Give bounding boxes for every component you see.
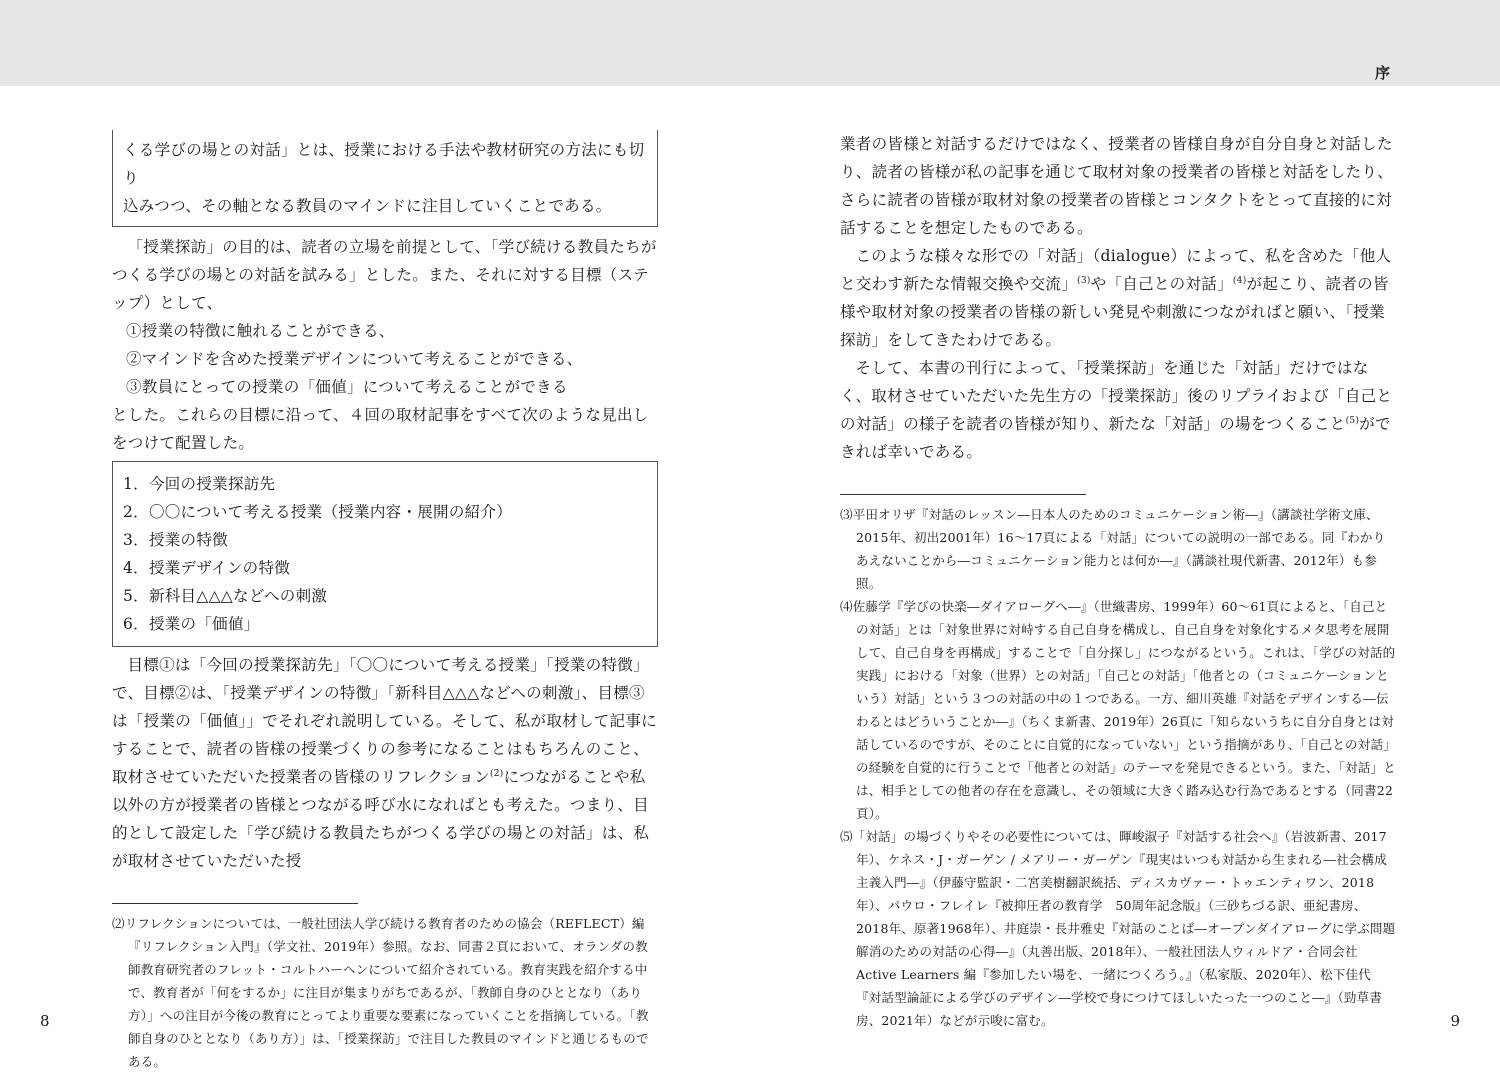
footnote-rule xyxy=(840,494,1086,495)
text-run: ができれば幸いである。 xyxy=(840,415,1391,461)
paragraph xyxy=(840,354,1396,466)
goal-item: ②マインドを含めた授業デザインについて考えることができる、 xyxy=(126,350,583,368)
right-page xyxy=(840,130,1396,1032)
text-run: 目標①は「今回の授業探訪先」「〇〇について考える授業」「授業の特徴」で、目標②は、「授業デザインの特徴」「新科目△△△などへの刺激」、目標③は「授業の「価値」」でそれぞれ説明している。そして、私が取材して記事にすることで、読者の皆様の授業づくりの参考になることはもちろんのこと、取材させていただいた授業者の皆様のリフレクション xyxy=(112,656,657,786)
footnote-ref: (4) xyxy=(1232,275,1247,286)
text-run: そして、本書の刊行によって、「授業探訪」を通じた「対話」だけではなく、取材させていただいた先生方の「授業探訪」後のリプライおよび「自己との対話」の様子を読者の皆様が知り、新たな「対話」の場をつくること xyxy=(840,359,1393,433)
text-run: につながることや私以外の方が授業者の皆様とつながる呼び水になればとも考えた。つまり、目的として設定した「学び続ける教員たちがつくる学びの場との対話」は、私が取材させていただいた授 xyxy=(112,768,650,870)
footnote-ref: (5) xyxy=(1345,415,1360,426)
text-run: や「自己との対話」 xyxy=(1090,275,1233,293)
heading-item: 1．今回の授業探訪先 xyxy=(123,475,276,493)
footnote-ref: (3) xyxy=(1077,275,1091,286)
text-run: このような様々な形での「対話」（dialogue）によって、私を含めた「他人と交わす新たな情報交換や交流」 xyxy=(840,247,1392,293)
box-line: 込みつつ、その軸となる教員のマインドに注目していくことである。 xyxy=(123,197,612,215)
heading-item: 5．新科目△△△などへの刺激 xyxy=(123,587,328,605)
footnote: ⑶平田オリザ『対話のレッスン―日本人のためのコミュニケーション術―』（講談社学術文庫、2015年、初出2001年）16〜17頁による「対話」についての説明の一部である。同『わかりあえないことから―コミュニケーション能力とは何か―』（講談社現代新書、2012年）も参照。 xyxy=(840,507,1386,591)
footnote-ref: (2) xyxy=(489,768,504,779)
paragraph: とした。これらの目標に沿って、４回の取材記事をすべて次のような見出しをつけて配置した。 xyxy=(112,406,649,452)
quoted-box-continuation xyxy=(112,130,658,227)
footnote: ⑸「対話」の場づくりやその必要性については、暉峻淑子『対話する社会へ』（岩波新書、2017年）、ケネス・J・ガーゲン / メアリー・ガーゲン『現実はいつも対話から生まれる―社会構成主義入門―』（伊藤守監訳・二宮美樹翻訳統括、ディスカヴァー・トゥエンティワン、2018年）、パウロ・フレイレ『被抑圧者の教育学 50周年記念版』（三砂ちづる訳、亜紀書房、2018年、原著1968年）、井庭崇・長井雅史『対話のことば―オープンダイアローグに学ぶ問題解消のための対話の心得―』（丸善出版、2018年）、一般社団法人ウィルドア・合同会社 Active Learners 編『参加したい場を、一緒につくろう。』（私家版、2020年）、松下佳代『対話型論証による学びのデザイン―学校で身につけてほしいたった一つのこと―』（勁草書房、2021年）などが示唆に富む。 xyxy=(840,829,1396,1028)
goal-item: ③教員にとっての授業の「価値」について考えることができる xyxy=(126,378,568,396)
headings-box xyxy=(112,461,658,647)
text-run: が起こり、読者の皆様や取材対象の授業者の皆様の新しい発見や刺激につながればと願い、「授業探訪」をしてきたわけである。 xyxy=(840,275,1389,349)
paragraph xyxy=(112,651,658,875)
top-margin-band xyxy=(0,0,1500,86)
paragraph: 業者の皆様と対話するだけではなく、授業者の皆様自身が自分自身と対話したり、読者の皆様が私の記事を通じて取材対象の授業者の皆様と対話をしたり、さらに読者の皆様が取材対象の授業者の皆様とコンタクトをとって直接的に対話することを想定したものである。 xyxy=(840,135,1394,237)
chapter-marker: 序 xyxy=(1374,64,1390,82)
goal-item: ①授業の特徴に触れることができる、 xyxy=(126,322,395,340)
footnote: ⑵リフレクションについては、一般社団法人学び続ける教育者のための協会（REFLECT）編『リフレクション入門』（学文社、2019年）参照。なお、同書２頁において、オランダの教師教育研究者のフレット・コルトハーヘンについて紹介されている。教育実践を紹介する中で、教育者が「何をするか」に注目が集まりがちであるが、「教師自身のひととなり（あり方）」への注目が今後の教育にとってより重要な要素になっていくことを指摘している。「教師自身のひととなり（あり方）」は、「授業探訪」で注目した教員のマインドと通じるものである。 xyxy=(112,916,649,1069)
paragraph: 「授業探訪」の目的は、読者の立場を前提として、「学び続ける教員たちがつくる学びの場との対話を試みる」とした。また、それに対する目標（ステップ）として、 xyxy=(112,238,657,312)
page-number: 8 xyxy=(40,1012,50,1030)
heading-item: 6．授業の「価値」 xyxy=(123,615,260,633)
page-number: 9 xyxy=(1450,1012,1460,1030)
footnote-rule xyxy=(112,903,358,904)
heading-item: 3．授業の特徴 xyxy=(123,531,228,549)
box-line: くる学びの場との対話」とは、授業における手法や教材研究の方法にも切り xyxy=(123,141,645,187)
heading-item: 2．〇〇について考える授業（授業内容・展開の紹介） xyxy=(123,503,513,521)
left-page xyxy=(112,130,658,1073)
footnote: ⑷佐藤学『学びの快楽―ダイアローグへ―』（世織書房、1999年）60〜61頁によると、「自己との対話」とは「対象世界に対峙する自己自身を構成し、自己自身を対象化するメタ思考を展開して、自己自身を再構成」することで「自分探し」につながるという。これは、「学びの対話的実践」における「対象（世界）との対話」「自己との対話」「他者との（コミュニケーションという）対話」という３つの対話の中の１つである。一方、細川英雄『対話をデザインする―伝わるとはどういうことか―』（ちくま新書、2019年）26頁に「知らないうちに自分自身とは対話しているのですが、そのことに自覚的になっていない」という指摘があり、「自己との対話」の経験を自覚的に行うことで「他者との対話」のテーマを発見できるという。また、「対話」とは、相手としての他者の存在を意識し、その領域に大きく踏み込む行為であるとする（同書22頁）。 xyxy=(840,599,1396,821)
paragraph xyxy=(840,242,1396,354)
heading-item: 4．授業デザインの特徴 xyxy=(123,559,291,577)
